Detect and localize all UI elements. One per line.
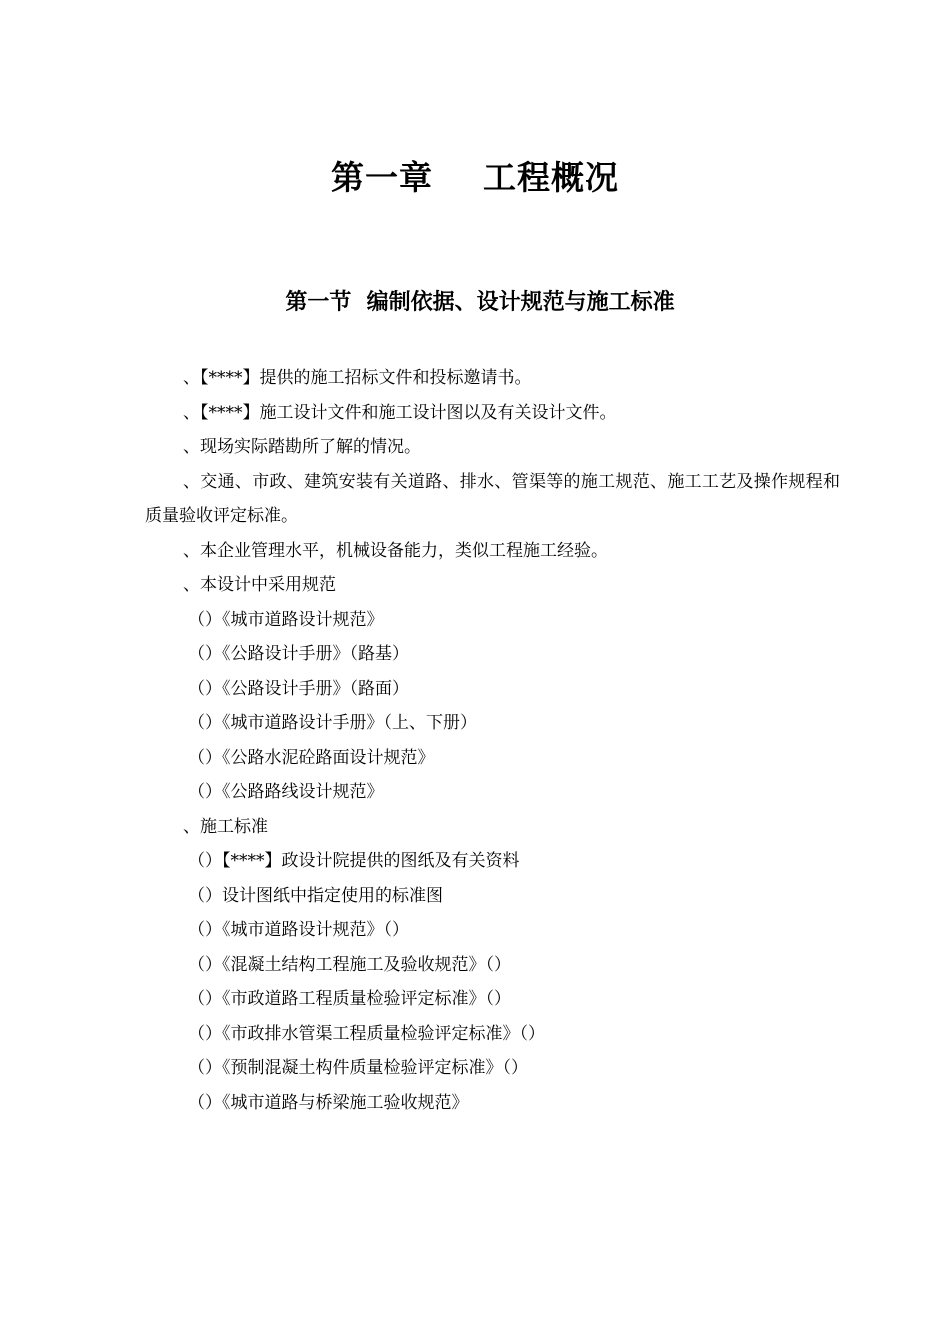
standard-item: （）《市政道路工程质量检验评定标准》（） [188,989,511,1009]
basis-item-5: 、本企业管理水平，机械设备能力，类似工程施工经验。 [183,540,608,561]
document-body [145,361,840,1120]
standard-item: （）《混凝土结构工程施工及验收规范》（） [188,954,511,975]
basis-item-7-heading: 、施工标准 [183,816,268,837]
standard-item: （）《预制混凝土构件质量检验评定标准》（） [188,1058,528,1078]
standard-item: （）《城市道路设计规范》（） [188,920,409,940]
spec-item: （）《城市道路设计手册》（上、下册） [188,713,477,733]
chapter-title: 第一章 工程概况 [331,158,619,197]
spec-item: （）《公路设计手册》（路基） [188,644,409,664]
basis-item-1: 、【****】提供的施工招标文件和投标邀请书。 [183,368,532,388]
spec-item: （）《城市道路设计规范》 [188,609,384,630]
section-title: 第一节 编制依据、设计规范与施工标准 [285,290,675,315]
spec-item: （）《公路水泥砼路面设计规范》 [188,747,435,768]
basis-item-2: 、【****】施工设计文件和施工设计图以及有关设计文件。 [183,402,617,423]
standard-item: （）【****】政设计院提供的图纸及有关资料 [188,851,520,871]
standard-item: （）设计图纸中指定使用的标准图 [188,885,443,906]
spec-item: （）《公路设计手册》（路面） [188,678,409,699]
spec-item: （）《公路路线设计规范》 [188,782,384,802]
standard-item: （）《市政排水管渠工程质量检验评定标准》（） [188,1023,545,1044]
basis-item-3: 、现场实际踏勘所了解的情况。 [183,437,421,457]
basis-item-6-heading: 、本设计中采用规范 [183,575,336,595]
standard-item: （）《城市道路与桥梁施工验收规范》 [188,1092,469,1113]
basis-item-4: 、交通、市政、建筑安装有关道路、排水、管渠等的施工规范、施工工艺及操作规程和质量验收评定标准。 [145,471,840,526]
